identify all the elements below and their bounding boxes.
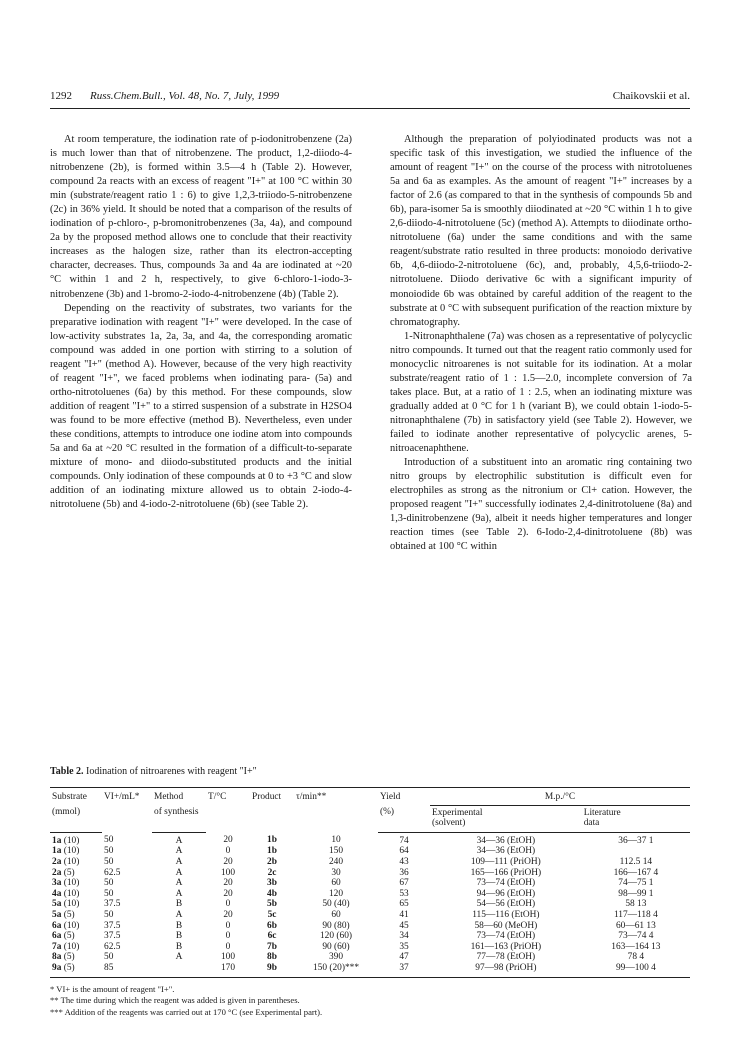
vi-cell: 37.5 — [104, 899, 121, 910]
vi-cell: 50 — [104, 952, 114, 963]
substrate-id: 6a — [52, 920, 62, 931]
vi-cell: 50 — [104, 888, 114, 899]
substrate-id: 8a — [52, 952, 62, 963]
product-cell: 2b — [267, 856, 277, 867]
temp-cell: 0 — [225, 899, 231, 910]
yield-cell: 37 — [378, 963, 430, 977]
literature-cell: 73—74 4 — [618, 931, 654, 942]
mp-cell: 34—36 (EtOH) — [476, 846, 536, 857]
mp-cell: 109—111 (PriOH) — [470, 856, 541, 867]
header-product: Product — [250, 788, 294, 833]
substrate-mmol: (10) — [63, 878, 80, 889]
method-cell: B — [175, 931, 183, 942]
mp-cell: 161—163 (PriOH) — [470, 941, 542, 952]
vi-cell: 50 — [104, 909, 114, 920]
time-cell: 90 (60) — [322, 941, 350, 952]
table-title: Iodination of nitroarenes with reagent "I+" — [86, 766, 257, 777]
method-cell: A — [175, 878, 183, 889]
vi-cell: 62.5 — [104, 941, 121, 952]
substrate-id: 4a — [52, 888, 62, 899]
journal-citation: Russ.Chem.Bull., Vol. 48, No. 7, July, 1999 — [90, 90, 280, 102]
table-row — [50, 942, 690, 953]
header-vi: VI+/mL* — [102, 788, 152, 833]
page-number: 1292 — [50, 90, 72, 102]
method-cell — [152, 963, 206, 977]
vi-cell: 50 — [104, 835, 114, 846]
table-caption — [50, 766, 690, 780]
yield-cell: 74 — [399, 835, 409, 846]
paragraph: Although the preparation of polyiodinated products was not a specific task of this investigation, we studied the influence of the amount of reagent "I+" on the course of the process with nitrotoluenes 5a and 6a as examples. As the amount of reagent "I+" increases by a factor of 2.6 (as compared to that in the synthesis of compounds 5b and 6b), para-isomer 5a is smoothly diiodinated at ~20 °C within 1 h to give 2,6-diiodo-4-nitrotoluene (5c) (method A). Attempts to diiodinate ortho-nitrotoluene (6a) under the same conditions and with the same reagent/substrate ratio resulted in three products: monoiodo derivative 6b, 4,6-diiodo-2-nitrotoluene (6c), and, probably, 4,5,6-triiodo-2-nitrotoluene. Diiodo derivative 6c with a significant impurity of monoiodide 6b was obtained by careful addition of the reagent to the substrate at 0 °C with subsequent purification of the reaction mixture by chromatography. — [390, 134, 692, 328]
literature-cell: 117—118 4 — [613, 909, 658, 920]
literature-cell: 163—164 13 — [611, 941, 661, 952]
vi-cell: 50 — [104, 856, 114, 867]
substrate-cell — [50, 889, 102, 900]
literature-cell: 112.5 14 — [619, 856, 653, 867]
literature-cell: 74—75 1 — [618, 878, 654, 889]
mp-cell: 54—56 (EtOH) — [476, 899, 536, 910]
vi-cell: 50 — [104, 846, 114, 857]
vi-cell: 62.5 — [104, 867, 121, 878]
temp-cell: 0 — [225, 931, 231, 942]
time-cell: 60 — [331, 909, 341, 920]
literature-cell: 58 13 — [625, 899, 647, 910]
header-experimental — [430, 805, 582, 832]
yield-cell: 47 — [399, 952, 409, 963]
method-cell: A — [175, 856, 183, 867]
substrate-id: 9a — [52, 962, 62, 973]
header-literature — [582, 805, 690, 832]
table-note: * VI+ is the amount of reagent "I+". — [50, 983, 175, 994]
table-number: Table 2. — [50, 766, 84, 777]
temp-cell: 100 — [220, 952, 236, 963]
header-yield: Yield — [378, 788, 430, 806]
substrate-cell — [50, 952, 102, 963]
product-cell: 1b — [267, 835, 277, 846]
running-header — [50, 90, 690, 108]
substrate-id: 7a — [52, 941, 62, 952]
mp-cell: 165—166 (PriOH) — [470, 867, 542, 878]
table-row — [50, 931, 690, 942]
header-literature-label: Literature — [583, 807, 621, 818]
substrate-id: 1a — [52, 835, 62, 846]
vi-cell: 37.5 — [104, 931, 121, 942]
temp-cell: 0 — [225, 920, 231, 931]
paragraph: At room temperature, the iodination rate of p-iodonitrobenzene (2a) is much lower than that of nitrobenzene. The product, 1,2-diiodo-4-nitrobenzene (2b), is formed within 3.5—4 h (Table 2). However, compound 2a reacts with an excess of reagent "I+" at 100 °C within 30 min (substrate/reagent ratio 1 : 6) to give 1,2,3-triiodo-5-nitrobenzene (2c) in 36% yield. It should be noted that a comparison of the results of iodination of p-chloro-, p-bromonitrobenzenes (3a, 4a), and compound 2a by the proposed method allows one to conclude that their reactivity increases as the halogen size, rather than its electron-accepting character, decreases. Thus, compounds 3a and 4a are iodinated at ~20 °C within 1 and 2 h, respectively, to give 6-chloro-1-iodo-3-nitrobenzene (3b) and 1-bromo-2-iodo-4-nitrobenzene (4b) (Table 2). — [50, 134, 352, 300]
table-notes — [50, 984, 690, 1019]
table-row — [50, 832, 690, 846]
time-cell: 120 — [328, 888, 344, 899]
header-method: Method — [152, 788, 206, 806]
table-row — [50, 952, 690, 963]
method-cell: A — [175, 835, 183, 846]
yield-cell: 67 — [399, 878, 409, 889]
table-row — [50, 857, 690, 868]
temp-cell: 20 — [223, 856, 233, 867]
yield-cell: 45 — [399, 920, 409, 931]
substrate-mmol: (10) — [63, 941, 80, 952]
time-cell: 150 — [328, 846, 344, 857]
literature-cell: 98—99 1 — [618, 888, 654, 899]
product-cell: 5c — [267, 909, 277, 920]
substrate-mmol: (5) — [63, 867, 75, 878]
table-row — [50, 921, 690, 932]
yield-cell: 64 — [399, 846, 409, 857]
substrate-cell — [50, 857, 102, 868]
product-cell: 7b — [267, 941, 277, 952]
time-cell: 60 — [331, 878, 341, 889]
method-cell: B — [175, 941, 183, 952]
right-column — [390, 133, 692, 554]
method-cell: A — [175, 909, 183, 920]
temp-cell: 20 — [223, 878, 233, 889]
product-cell: 1b — [267, 846, 277, 857]
substrate-id: 1a — [52, 846, 62, 857]
time-cell: 90 (80) — [322, 920, 350, 931]
yield-cell: 36 — [399, 867, 409, 878]
substrate-cell — [50, 846, 102, 857]
header-temp: T/°C — [206, 788, 250, 833]
substrate-mmol: (10) — [63, 888, 80, 899]
paragraph: Introduction of a substituent into an aromatic ring containing two nitro groups by electrophilic substitution is difficult even for electrophiles as strong as the nitronium or Cl+ cation. However, the proposed reagent "I+" successfully iodinates 2,4-dinitrotoluene (8a) and 1,3-dinitrobenzene (9a), albeit it needs higher temperatures and longer reaction times (see Table 2). 6-Iodo-2,4-dinitrotoluene (8b) was obtained at 100 °C within — [390, 457, 692, 553]
vi-cell: 37.5 — [104, 920, 121, 931]
table-row — [50, 889, 690, 900]
substrate-cell — [50, 931, 102, 942]
temp-cell: 100 — [220, 867, 236, 878]
table-row — [50, 963, 690, 977]
mp-cell: 58—60 (MeOH) — [474, 920, 538, 931]
header-rule — [50, 108, 690, 109]
yield-cell: 65 — [399, 899, 409, 910]
paragraph: 1-Nitronaphthalene (7a) was chosen as a representative of polycyclic nitro compounds. It turned out that the reagent ratio commonly used for monocyclic nitroarenes is not suitable for its iodination. At a molar substrate/reagent ratio of 1 : 1.5—2.0, incomplete conversion of 7a takes place. But, at a ratio of 1 : 2.5, when an iodinating mixture was gradually added at 0 °C for 1 h (variant B), we could obtain 1-iodo-5-nitronaphthalene (7b) in satisfactory yield (see Table 2). However, we failed to iodinate another representative of polycyclic arenes, 5-nitroacenaphthene. — [390, 330, 692, 455]
literature-cell: 166—167 4 — [613, 867, 659, 878]
time-cell: 150 (20)*** — [294, 963, 378, 977]
time-cell: 50 (40) — [322, 899, 350, 910]
literature-cell: 99—100 4 — [582, 963, 690, 977]
substrate-cell — [50, 899, 102, 910]
temp-cell: 0 — [225, 846, 231, 857]
substrate-mmol: (10) — [63, 920, 80, 931]
time-cell: 390 — [328, 952, 344, 963]
product-cell: 3b — [267, 878, 277, 889]
product-cell: 9b — [250, 963, 294, 977]
header-method-sub: of synthesis — [152, 805, 206, 832]
substrate-cell — [50, 963, 102, 977]
mp-cell: 73—74 (EtOH) — [476, 878, 536, 889]
header-substrate-unit: (mmol) — [50, 805, 102, 832]
substrate-mmol: (10) — [63, 856, 80, 867]
header-experimental-sub: (solvent) — [432, 818, 466, 829]
substrate-cell — [50, 868, 102, 879]
product-cell: 4b — [267, 888, 277, 899]
time-cell: 120 (60) — [319, 931, 353, 942]
temp-cell: 170 — [206, 963, 250, 977]
header-time: τ/min** — [294, 788, 378, 833]
table-body — [50, 832, 690, 977]
yield-cell: 41 — [399, 909, 409, 920]
header-substrate: Substrate — [50, 788, 102, 806]
table-2 — [50, 766, 690, 1018]
substrate-cell — [50, 942, 102, 953]
paragraph: Depending on the reactivity of substrates, two variants for the preparative iodination with reagent "I+" were developed. In the case of low-activity substrates 1a, 2a, 3a, and 4a, the corresponding aromatic compound was added in one portion with stirring to a solution of reagent "I+" (method A). However, because of the very high reactivity of reagent "I+", we faced problems when iodinating para- (5a) and ortho-nitrotoluenes (6a) by this method. For these compounds, slow addition of reagent "I+" to a stirred suspension of a substrate in H2SO4 was found to be more effective (method B). Nevertheless, even under these conditions, attempts to introduce one iodine atom into compounds 5a and 6a at ~20 °C resulted in the formation of a difficult-to-separate mixture of mono- and diiodo-substituted products and the initial compounds. Only iodination of these compounds at 0 to +3 °C and slow addition of an iodinating mixture allowed us to obtain 2-iodo-4-nitrotoluene (5b) and 4-iodo-2-nitrotoluene (6b) (see Table 2). — [50, 302, 352, 511]
yield-cell: 43 — [399, 856, 409, 867]
substrate-mmol: (10) — [63, 899, 80, 910]
mp-cell: 94—96 (EtOH) — [476, 888, 536, 899]
temp-cell: 20 — [223, 835, 233, 846]
literature-cell: 36—37 1 — [618, 835, 654, 846]
product-cell: 6b — [267, 920, 277, 931]
header-literature-sub: data — [583, 818, 600, 829]
vi-cell: 85 — [102, 963, 152, 977]
left-column — [50, 133, 352, 512]
method-cell: A — [175, 952, 183, 963]
method-cell: B — [175, 920, 183, 931]
literature-cell: 60—61 13 — [615, 920, 656, 931]
time-cell: 10 — [331, 835, 341, 846]
authors: Chaikovskii et al. — [612, 90, 690, 102]
substrate-mmol: (5) — [63, 952, 75, 963]
mp-cell: 97—98 (PriOH) — [430, 963, 582, 977]
table-note: ** The time during which the reagent was added is given in parentheses. — [50, 995, 300, 1005]
table-row — [50, 846, 690, 857]
table-row — [50, 868, 690, 879]
substrate-id: 2a — [52, 867, 62, 878]
header-mp: M.p./°C — [430, 788, 690, 806]
method-cell: A — [175, 867, 183, 878]
product-cell: 2c — [267, 867, 277, 878]
substrate-id: 3a — [52, 878, 62, 889]
product-cell: 6c — [267, 931, 277, 942]
yield-cell: 35 — [399, 941, 409, 952]
substrate-mmol: (5) — [63, 931, 75, 942]
yield-cell: 34 — [399, 931, 409, 942]
method-cell: B — [175, 899, 183, 910]
substrate-cell — [50, 910, 102, 921]
method-cell: A — [175, 888, 183, 899]
data-table — [50, 787, 690, 978]
substrate-mmol: (10) — [63, 846, 80, 857]
temp-cell: 20 — [223, 909, 233, 920]
substrate-id: 6a — [52, 931, 62, 942]
table-row — [50, 899, 690, 910]
mp-cell: 77—78 (EtOH) — [476, 952, 536, 963]
substrate-mmol: (10) — [63, 835, 80, 846]
temp-cell: 0 — [225, 941, 231, 952]
substrate-mmol: (5) — [63, 909, 75, 920]
table-row — [50, 910, 690, 921]
mp-cell: 34—36 (EtOH) — [476, 835, 536, 846]
time-cell: 30 — [331, 867, 341, 878]
substrate-id: 5a — [52, 909, 62, 920]
product-cell: 8b — [267, 952, 277, 963]
method-cell: A — [175, 846, 183, 857]
literature-cell: 78 4 — [627, 952, 645, 963]
table-row — [50, 878, 690, 889]
substrate-cell — [50, 921, 102, 932]
substrate-cell — [50, 832, 102, 846]
header-yield-unit: (%) — [378, 805, 430, 832]
product-cell: 5b — [267, 899, 277, 910]
header-experimental-label: Experimental — [432, 807, 483, 818]
substrate-mmol: (5) — [63, 962, 75, 973]
substrate-id: 2a — [52, 856, 62, 867]
mp-cell: 115—116 (EtOH) — [472, 909, 540, 920]
vi-cell: 50 — [104, 878, 114, 889]
table-note: *** Addition of the reagents was carried out at 170 °C (see Experimental part). — [50, 1006, 323, 1017]
substrate-cell — [50, 878, 102, 889]
temp-cell: 20 — [223, 888, 233, 899]
time-cell: 240 — [328, 856, 344, 867]
mp-cell: 73—74 (EtOH) — [476, 931, 536, 942]
yield-cell: 53 — [399, 888, 409, 899]
literature-cell — [582, 846, 690, 857]
substrate-id: 5a — [52, 899, 62, 910]
